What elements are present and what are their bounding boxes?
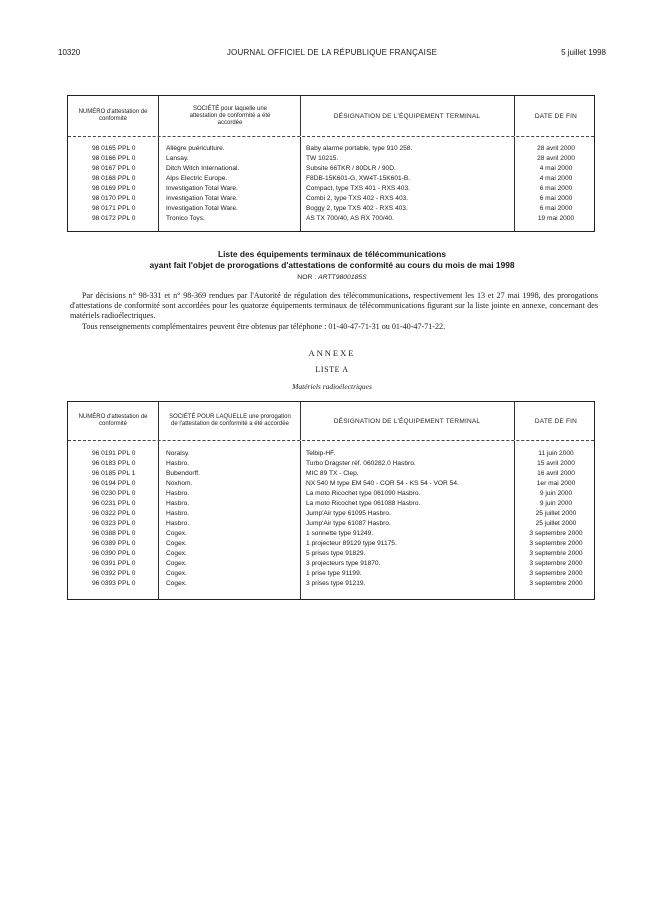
attestation-number: 96 0389 PPL 0 [92, 540, 136, 547]
end-date: 6 mai 2000 [539, 195, 573, 202]
attestation-number: 96 0322 PPL 0 [92, 510, 136, 517]
end-date: 4 mai 2000 [539, 175, 573, 182]
table-row [68, 184, 594, 194]
column-header-numero: NUMÉRO d'attestation de conformité [78, 414, 148, 427]
column-header-date: DATE DE FIN [534, 417, 578, 425]
contact-paragraph: Tous renseignements complémentaires peuvent être obtenus par téléphone : 01-40-47-71-31 ou 01-40-47-71-22. [82, 322, 446, 331]
column-header-designation: DÉSIGNATION DE L'ÉQUIPEMENT TERMINAL [333, 112, 481, 120]
table-row [68, 144, 594, 154]
annexe-heading: ANNEXE [308, 348, 356, 358]
company-name: Noralsy. [166, 450, 190, 457]
equipment-designation: F8DB-15K601-G, XW4T-15K601-B. [306, 175, 411, 182]
company-name: Cogex. [166, 580, 187, 587]
equipment-designation: Subsite 66TKR / 80DLR / 90D. [306, 165, 396, 172]
equipment-designation: Jump'Air type 61087 Hasbro. [306, 520, 391, 527]
attestation-number: 98 0172 PPL 0 [92, 215, 136, 222]
equipment-designation: TW 10215. [306, 155, 339, 162]
table-row [68, 539, 594, 549]
company-name: Hasbro. [166, 520, 190, 527]
attestation-number: 98 0169 PPL 0 [92, 185, 136, 192]
equipment-designation: 1 sonnette type 91249. [306, 530, 374, 537]
table-row [68, 489, 594, 499]
company-name: Lansay. [166, 155, 189, 162]
column-header-designation: DÉSIGNATION DE L'ÉQUIPEMENT TERMINAL [333, 417, 481, 425]
end-date: 3 septembre 2000 [529, 550, 583, 557]
attestation-number: 96 0392 PPL 0 [92, 570, 136, 577]
attestation-table-1 [67, 95, 595, 232]
issue-date: 5 juillet 1998 [561, 48, 606, 57]
attestation-number: 96 0183 PPL 0 [92, 460, 136, 467]
end-date: 6 mai 2000 [539, 185, 573, 192]
attestation-number: 96 0185 PPL 1 [92, 470, 136, 477]
equipment-designation: NX 540 M type EM 540 - COR 54 - KS 54 - VOR 54. [306, 480, 459, 487]
company-name: Ditch Witch International. [166, 165, 240, 172]
table-1-body [68, 137, 594, 232]
liste-heading: LISTE A [315, 365, 349, 374]
table-row [68, 549, 594, 559]
table-row [68, 579, 594, 589]
company-name: Tronico Toys. [166, 215, 205, 222]
table-row [68, 214, 594, 224]
column-header-date: DATE DE FIN [534, 112, 578, 120]
table-row [68, 509, 594, 519]
company-name: Cogex. [166, 530, 187, 537]
company-name: Investigation Total Ware. [166, 195, 238, 202]
decision-paragraph: Par décisions n° 98-331 et n° 98-369 rendues par l'Autorité de régulation des télécommunications, respectivement les 13 et 27 mai 1998, des prorogations d'attestations de conformité sont accordées pour les quatorze équipements terminaux de télécommunications figurant sur la liste jointe en annexe, concernant des matériels radioélectriques. [70, 291, 598, 320]
equipment-designation: Telbip-HF. [306, 450, 336, 457]
table-2-body [68, 441, 594, 600]
company-name: Hasbro. [166, 510, 190, 517]
end-date: 6 mai 2000 [539, 205, 573, 212]
table-row [68, 449, 594, 459]
equipment-designation: 1 projecteur 89129 type 91175. [306, 540, 397, 547]
section-title-line-2: ayant fait l'objet de prorogations d'attestations de conformité au cours du mois de mai 1998 [149, 260, 515, 270]
page-header [58, 48, 606, 62]
end-date: 28 avril 2000 [537, 155, 575, 162]
company-name: Hasbro. [166, 460, 190, 467]
attestation-number: 98 0171 PPL 0 [92, 205, 136, 212]
table-row [68, 469, 594, 479]
body-text [70, 291, 598, 332]
company-name: Investigation Total Ware. [166, 205, 238, 212]
end-date: 9 juin 2000 [539, 500, 573, 507]
equipment-designation: Combi 2, type TXS 402 - RXS 403. [306, 195, 409, 202]
attestation-number: 96 0194 PPL 0 [92, 480, 136, 487]
table-2-header [68, 402, 594, 441]
table-row [68, 459, 594, 469]
company-name: Cogex. [166, 560, 187, 567]
journal-title: JOURNAL OFFICIEL DE LA RÉPUBLIQUE FRANÇAISE [226, 48, 438, 57]
table-row [68, 174, 594, 184]
attestation-number: 98 0168 PPL 0 [92, 175, 136, 182]
equipment-designation: Jump'Air type 61095 Hasbro. [306, 510, 391, 517]
table-row [68, 194, 594, 204]
attestation-number: 98 0170 PPL 0 [92, 195, 136, 202]
column-header-numero: NUMÉRO d'attestation de conformité [78, 109, 148, 122]
equipment-designation: 3 projecteurs type 91870. [306, 560, 381, 567]
table-row [68, 519, 594, 529]
attestation-number: 96 0393 PPL 0 [92, 580, 136, 587]
attestation-number: 98 0165 PPL 0 [92, 145, 136, 152]
company-name: Alps Electric Europe. [166, 175, 228, 182]
equipment-designation: Compact, type TXS 401 - RXS 403. [306, 185, 410, 192]
company-name: Investigation Total Ware. [166, 185, 238, 192]
table-row [68, 164, 594, 174]
table-row [68, 569, 594, 579]
company-name: Hasbro. [166, 500, 190, 507]
nor-code: ARTT9800185S [318, 274, 367, 281]
attestation-number: 98 0167 PPL 0 [92, 165, 136, 172]
end-date: 3 septembre 2000 [529, 530, 583, 537]
end-date: 11 juin 2000 [538, 450, 574, 457]
attestation-number: 96 0388 PPL 0 [92, 530, 136, 537]
end-date: 1er mai 2000 [536, 480, 576, 487]
end-date: 3 septembre 2000 [529, 580, 583, 587]
attestation-number: 96 0323 PPL 0 [92, 520, 136, 527]
table-row [68, 204, 594, 214]
end-date: 25 juillet 2000 [535, 520, 577, 527]
equipment-designation: 1 prise type 91199. [306, 570, 362, 577]
equipment-designation: AS TX 700/40, AS RX 700/40. [306, 215, 394, 222]
page-number: 10320 [58, 48, 81, 57]
attestation-table-2 [67, 401, 595, 600]
company-name: Cogex. [166, 540, 187, 547]
equipment-designation: Turbo Dragster réf. 060282.0 Hasbro. [306, 460, 416, 467]
company-name: Hasbro. [166, 490, 190, 497]
company-name: Bubendorff. [166, 470, 200, 477]
attestation-number: 96 0230 PPL 0 [92, 490, 136, 497]
table-row [68, 154, 594, 164]
company-name: Noxhom. [166, 480, 193, 487]
end-date: 15 avril 2000 [537, 460, 575, 467]
section-title-line-1: Liste des équipements terminaux de télécommunications [217, 249, 447, 259]
equipment-designation: MIC 89 TX - Clep. [306, 470, 359, 477]
equipment-designation: Boggy 2, type TXS 402 - RXS 403. [306, 205, 408, 212]
end-date: 16 avril 2000 [537, 470, 575, 477]
equipment-designation: La moto Ricochet type 061088 Hasbro. [306, 500, 421, 507]
end-date: 28 avril 2000 [537, 145, 575, 152]
attestation-number: 98 0166 PPL 0 [92, 155, 136, 162]
attestation-number: 96 0391 PPL 0 [92, 560, 136, 567]
equipment-designation: Baby alarme portable, type 910 258. [306, 145, 413, 152]
column-header-societe: SOCIÉTÉ pour laquelle une attestation de conformité a été accordée [189, 105, 271, 126]
company-name: Allègre puériculture. [166, 145, 225, 152]
end-date: 3 septembre 2000 [529, 560, 583, 567]
attestation-number: 96 0231 PPL 0 [92, 500, 136, 507]
table-row [68, 499, 594, 509]
table-row [68, 479, 594, 489]
annexe-subtitle: Matériels radioélectriques [292, 382, 372, 391]
end-date: 3 septembre 2000 [529, 570, 583, 577]
nor-reference [58, 274, 606, 281]
equipment-designation: 3 prises type 91219. [306, 580, 366, 587]
column-header-societe: SOCIÉTÉ POUR LAQUELLE une prorogation de l'attestation de conformité a été accordée [169, 414, 291, 427]
end-date: 25 juillet 2000 [535, 510, 577, 517]
table-row [68, 529, 594, 539]
equipment-designation: La moto Ricochet type 061090 Hasbro. [306, 490, 421, 497]
end-date: 3 septembre 2000 [529, 540, 583, 547]
nor-label: NOR : [297, 274, 317, 281]
table-1-header [68, 96, 594, 137]
attestation-number: 96 0390 PPL 0 [92, 550, 136, 557]
attestation-number: 96 0191 PPL 0 [92, 450, 136, 457]
company-name: Cogex. [166, 550, 187, 557]
equipment-designation: 5 prises type 91829. [306, 550, 366, 557]
end-date: 4 mai 2000 [539, 165, 573, 172]
end-date: 19 mai 2000 [537, 215, 575, 222]
table-row [68, 559, 594, 569]
company-name: Cogex. [166, 570, 187, 577]
end-date: 9 juin 2000 [539, 490, 573, 497]
